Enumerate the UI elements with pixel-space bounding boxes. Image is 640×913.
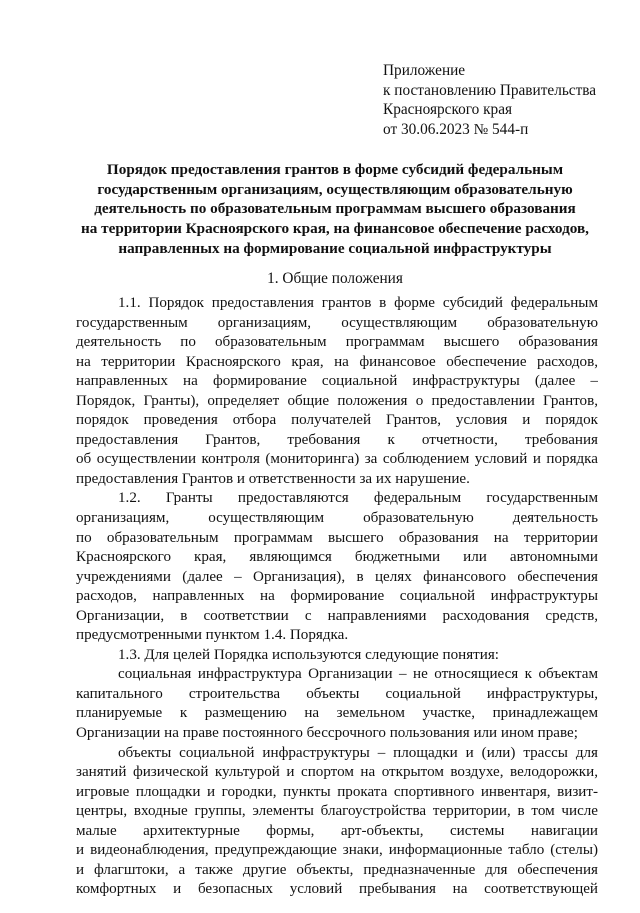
body-line: государственным организациям, осуществляющим образовательную <box>76 314 598 331</box>
appendix-line: от 30.06.2023 № 544-п <box>383 120 529 138</box>
body-line: предоставления Грантов и ответственности за их нарушение. <box>76 470 470 487</box>
body-line: объекты социальной инфраструктуры – площадки и (или) трассы для <box>118 744 598 761</box>
body-line: на территории Красноярского края, на финансовое обеспечение расходов, <box>76 353 598 370</box>
body-line: и видеонаблюдения, предупреждающие знаки, информационные табло (стелы) <box>76 842 598 859</box>
body-line: занятий физической культурой и спортом на открытом воздухе, велодорожки, <box>76 764 598 781</box>
body-line: 1.2. Гранты предоставляются федеральным государственным <box>118 490 598 507</box>
body-line: Красноярского края, являющимся бюджетными или автономными <box>76 549 598 566</box>
body-line: и флагштоки, а также другие объекты, предназначенные для обеспечения <box>76 861 598 878</box>
body-text <box>76 294 598 900</box>
body-line: порядок проведения отбора получателей Грантов, условия и порядок <box>76 412 598 429</box>
body-line: об осуществлении контроля (мониторинга) за соблюдением условий и порядка <box>76 451 598 468</box>
title-line: направленных на формирование социальной инфраструктуры <box>118 239 552 257</box>
body-line: игровые площадки и городки, пункты проката спортивного инвентаря, визит- <box>76 783 598 800</box>
body-line: Организации, в соответствии с направлениями расходования средств, <box>76 607 598 624</box>
body-line: учреждениями (далее – Организация), в целях финансового обеспечения <box>76 568 598 585</box>
body-line: 1.1. Порядок предоставления грантов в форме субсидий федеральным <box>118 295 598 311</box>
body-line: расходов, направленных на формирование социальной инфраструктуры <box>76 588 598 605</box>
appendix-line: Приложение <box>383 62 466 79</box>
body-line: Организации на праве постоянного бессрочного пользования или ином праве; <box>76 725 578 742</box>
appendix-line: к постановлению Правительства <box>383 81 597 99</box>
document-title <box>70 160 600 259</box>
body-line: по образовательным программам высшего образования на территории <box>76 529 598 546</box>
section-heading: 1. Общие положения <box>267 270 403 287</box>
body-line: 1.3. Для целей Порядка используются следующие понятия: <box>118 646 499 663</box>
body-line: социальная инфраструктура Организации – не относящиеся к объектам <box>118 666 598 683</box>
title-line: Порядок предоставления грантов в форме субсидий федеральным <box>106 161 564 178</box>
body-line: Порядок, Гранты), определяет общие положения о предоставлении Грантов, <box>76 392 598 409</box>
body-line: комфортных и безопасных условий пребывания на соответствующей <box>76 881 598 898</box>
body-line: планируемые к размещению на земельном участке, принадлежащем <box>76 705 598 722</box>
body-line: центры, входные группы, элементы благоустройства территории, в том числе <box>76 803 598 820</box>
title-line: на территории Красноярского края, на финансовое обеспечение расходов, <box>81 220 589 238</box>
body-line: направленных на формирование социальной инфраструктуры (далее – <box>76 373 598 390</box>
title-line: деятельность по образовательным программам высшего образования <box>94 200 576 218</box>
body-line: капитального строительства объекты социальной инфраструктуры, <box>76 685 598 702</box>
appendix-line: Красноярского края <box>383 101 513 119</box>
body-line: малые архитектурные формы, арт-объекты, системы навигации <box>76 822 598 839</box>
body-line: организациям, осуществляющим образовательную деятельность <box>76 510 598 527</box>
title-line: государственным организациям, осуществляющим образовательную <box>97 180 573 198</box>
appendix-block <box>383 61 596 139</box>
body-line: предусмотренными пунктом 1.4. Порядка. <box>76 627 349 644</box>
body-line: деятельность по образовательным программам высшего образования <box>76 334 598 351</box>
body-line: предоставления Грантов, требования к отчетности, требования <box>76 431 598 448</box>
